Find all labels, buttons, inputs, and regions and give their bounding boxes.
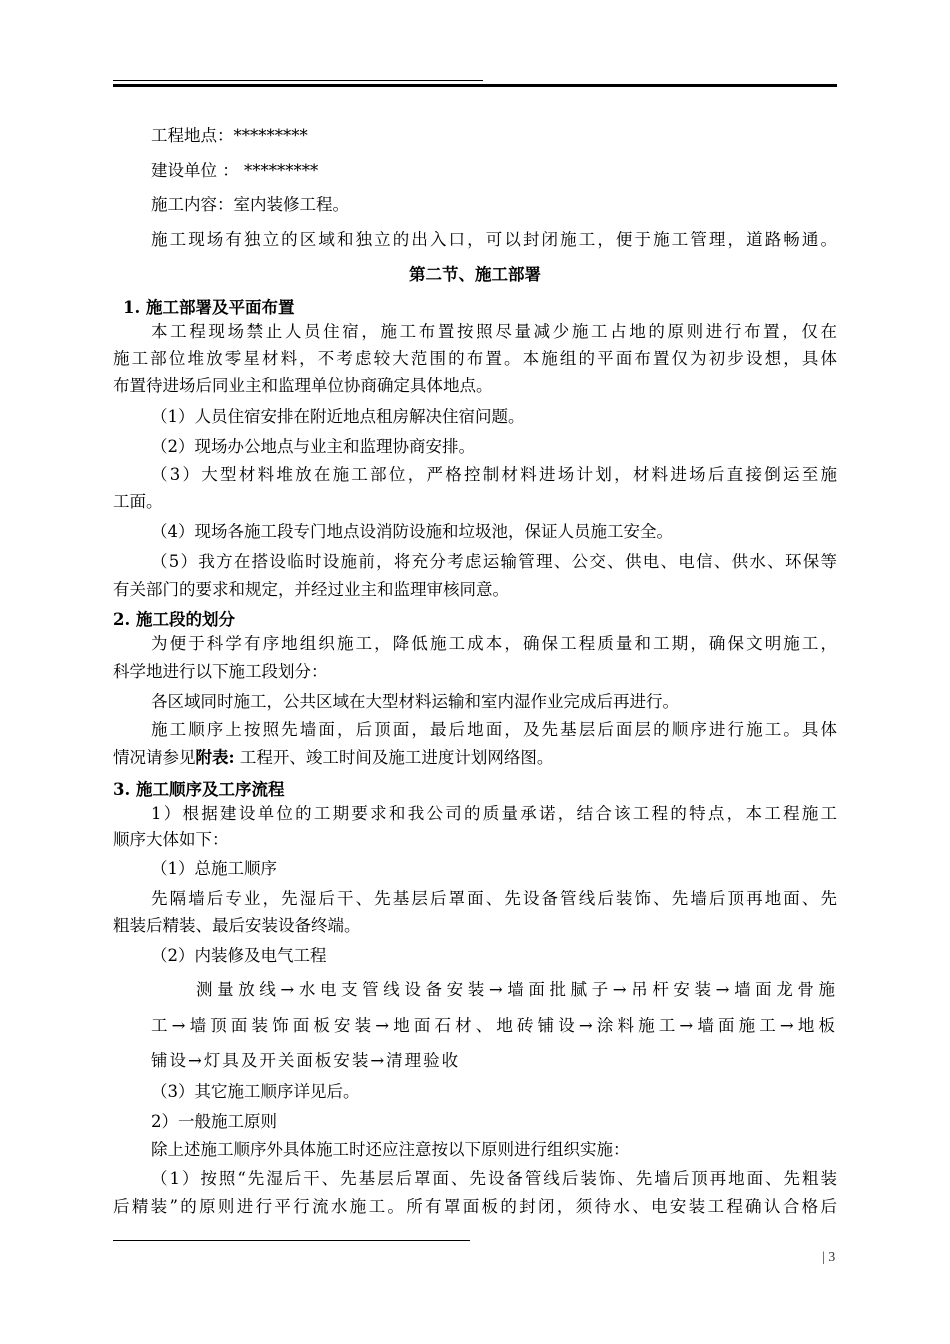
- s3-subtitle-1-body: 粗装后精装、最后安装设备终端。: [113, 916, 361, 935]
- s3-subtitle-1-body: 先隔墙后专业，先湿后干、先基层后罩面、先设备管线后装饰、先墙后顶再地面、先: [151, 889, 837, 908]
- process-flow-line: 铺设→灯具及开关面板安装→清理验收: [151, 1051, 461, 1070]
- page-number: | 3: [822, 1250, 836, 1265]
- s3-principle-1: （1）按照“先湿后干、先基层后罩面、先设备管线后装饰、先墙后顶再地面、先粗装: [151, 1169, 837, 1188]
- s3-paragraph-line: 1）根据建设单位的工期要求和我公司的质量承诺，结合该工程的特点，本工程施工: [151, 804, 837, 823]
- heading-2: 2. 施工段的划分: [113, 610, 235, 629]
- site-description: 施工现场有独立的区域和独立的出入口，可以封闭施工，便于施工管理，道路畅通。: [151, 230, 837, 249]
- s1-item-2: （2）现场办公地点与业主和监理协商安排。: [151, 437, 475, 456]
- s1-item-3: （3）大型材料堆放在施工部位，严格控制材料进场计划，材料进场后直接倒运至施: [151, 465, 837, 484]
- appendix-label: 附表:: [195, 748, 235, 767]
- project-location: 工程地点：*********: [151, 126, 308, 145]
- project-content: 施工内容：室内装修工程。: [151, 195, 349, 214]
- s1-item-1: （1）人员住宿安排在附近地点租房解决住宿问题。: [151, 407, 525, 426]
- s1-paragraph-line: 布置待进场后同业主和监理单位协商确定具体地点。: [113, 376, 493, 395]
- s3-principles-intro: 除上述施工顺序外具体施工时还应注意按以下原则进行组织实施：: [151, 1140, 630, 1159]
- s3-subtitle-1: （1）总施工顺序: [151, 859, 277, 878]
- s2-paragraph-line: 为便于科学有序地组织施工，降低施工成本，确保工程质量和工期，确保文明施工，: [151, 634, 837, 653]
- heading-3: 3. 施工顺序及工序流程: [113, 780, 285, 799]
- s1-paragraph-line: 施工部位堆放零星材料，不考虑较大范围的布置。本施组的平面布置仅为初步设想，具体: [113, 349, 837, 368]
- s3-paragraph-line: 顺序大体如下：: [113, 830, 229, 849]
- s1-item-4: （4）现场各施工段专门地点设消防设施和垃圾池，保证人员施工安全。: [151, 522, 673, 541]
- s2-paragraph-3: 施工顺序上按照先墙面，后顶面，最后地面，及先基层后面层的顺序进行施工。具体: [151, 720, 837, 739]
- s1-item-5: （5）我方在搭设临时设施前，将充分考虑运输管理、公交、供电、电信、供水、环保等: [151, 552, 837, 571]
- s3-subtitle-2: （2）内装修及电气工程: [151, 946, 327, 965]
- s1-item-5-cont: 有关部门的要求和规定，并经过业主和监理审核同意。: [113, 580, 509, 599]
- footer-rule: [113, 1240, 470, 1241]
- s3-principle-1-cont: 后精装”的原则进行平行流水施工。所有罩面板的封闭，须待水、电安装工程确认合格后: [113, 1197, 837, 1216]
- s2-paragraph-3-cont: [113, 746, 553, 770]
- s2-paragraph-3-text: 情况请参见: [113, 748, 196, 767]
- heading-1: 1. 施工部署及平面布置: [123, 298, 295, 317]
- process-flow-line: 工→墙顶面装饰面板安装→地面石材、地砖铺设→涂料施工→墙面施工→地板: [151, 1016, 837, 1035]
- process-flow-line: 测量放线→水电支管线设备安装→墙面批腻子→吊杆安装→墙面龙骨施: [196, 980, 837, 999]
- s3-principles-heading: 2）一般施工原则: [151, 1112, 277, 1131]
- s2-paragraph-2: 各区域同时施工，公共区域在大型材料运输和室内湿作业完成后再进行。: [151, 692, 679, 711]
- header-rule-thin: [113, 80, 483, 81]
- s3-subtitle-3: （3）其它施工顺序详见后。: [151, 1082, 360, 1101]
- s2-paragraph-3-text: 工程开、竣工时间及施工进度计划网络图。: [234, 748, 554, 767]
- section-title: 第二节、施工部署: [409, 265, 541, 284]
- s1-item-3-cont: 工面。: [113, 492, 163, 511]
- s1-paragraph-line: 本工程现场禁止人员住宿，施工布置按照尽量减少施工占地的原则进行布置，仅在: [151, 322, 837, 341]
- header-rule-thick: [113, 84, 837, 87]
- project-builder: 建设单位 ： *********: [151, 161, 319, 180]
- s2-paragraph-line: 科学地进行以下施工段划分：: [113, 662, 328, 681]
